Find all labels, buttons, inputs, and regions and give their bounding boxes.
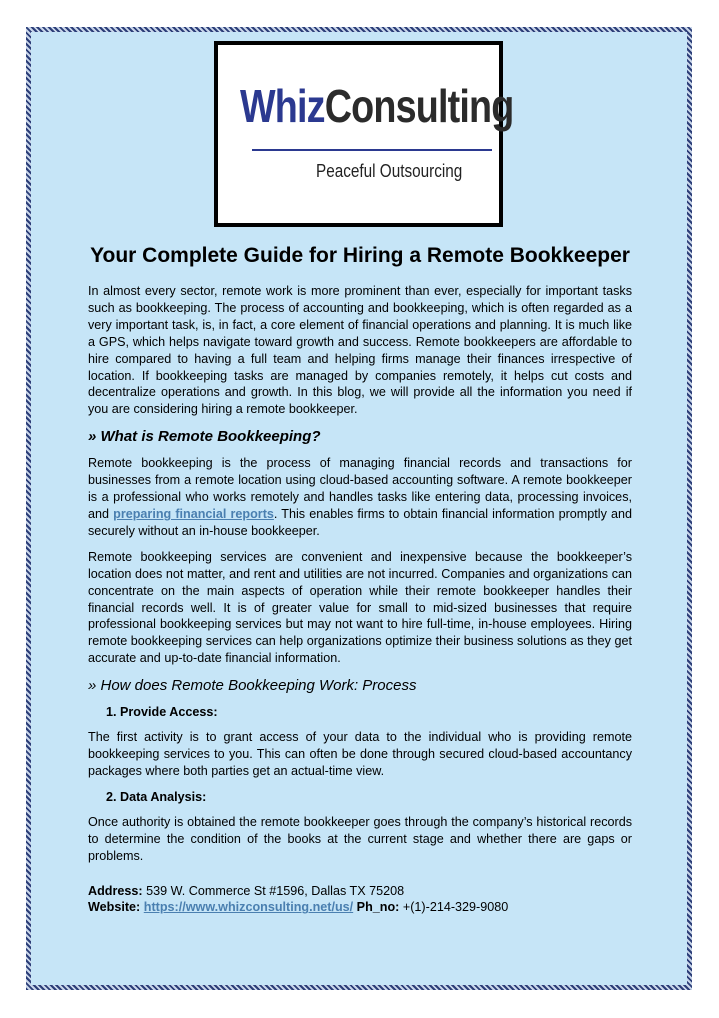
step-label-provide-access: 1. Provide Access: (106, 705, 218, 720)
page-title: Your Complete Guide for Hiring a Remote Bookkeeper (90, 244, 630, 267)
section1-paragraph-2: Remote bookkeeping services are convenient and inexpensive because the bookkeeper’s location does not matter, and rent and utilities are not incurred. Companies and organizations can concentrate on the main aspects of operation while their remote bookkeeper handles their financial records well. It is of greater value for small to mid-sized businesses that require professional bookkeeping services but may not want to hire full-time, in-house employees. Hiring remote bookkeeping services can help organizations optimize their business solutions as they get accurate and up-to-date financial information. (88, 549, 632, 666)
website-label: Website: (88, 900, 141, 915)
section-heading-what-is: » What is Remote Bookkeeping? (88, 428, 321, 446)
step-text-data-analysis: Once authority is obtained the remote bookkeeper goes through the company’s historical records to determine the condition of the books at the current stage and whether there are gaps or problems. (88, 814, 632, 863)
article (88, 240, 632, 916)
section-heading-process: » How does Remote Bookkeeping Work: Process (88, 677, 417, 695)
phone-label: Ph_no: (353, 900, 400, 915)
section1-p1-text-after: . This enables firms to obtain financial information promptly and securely without an in-house bookkeeper. (88, 506, 632, 538)
step-label-data-analysis: 2. Data Analysis: (106, 789, 207, 804)
section1-p1-text-before: Remote bookkeeping is the process of managing financial records and transactions for businesses from a remote location using cloud-based accounting software. A remote bookkeeper is a professional who works remotely and handles tasks like entering data, processing invoices, and (88, 456, 632, 521)
address-label: Address: (88, 883, 143, 898)
logo (214, 41, 514, 227)
address-value: 539 W. Commerce St #1596, Dallas TX 75208 (142, 883, 405, 898)
preparing-financial-reports-link[interactable]: preparing financial reports (113, 506, 274, 521)
website-link[interactable]: https://www.whizconsulting.net/us/ (143, 900, 354, 915)
logo-brand-consulting: Consulting (324, 80, 514, 132)
logo-wordmark (240, 80, 514, 132)
logo-panel (218, 45, 514, 223)
contact-footer (88, 883, 632, 917)
step-text-provide-access: The first activity is to grant access of your data to the individual who is providing remote bookkeeping services to you. This can often be done through secured cloud-based accountancy packages where both parties get an actual-time view. (88, 730, 632, 778)
logo-tagline: Peaceful Outsourcing (316, 161, 463, 181)
phone-value: +(1)-214-329-9080 (399, 900, 509, 915)
logo-brand-whiz: Whiz (240, 80, 325, 132)
logo-underline (252, 149, 492, 151)
address-line (88, 883, 632, 900)
intro-paragraph: In almost every sector, remote work is more prominent than ever, especially for important tasks such as bookkeeping. The process of accounting and bookkeeping, which is often regarded as a very important task, is, in fact, a core element of financial operations and planning. It is much like a GPS, which helps navigate toward growth and success. Remote bookkeepers are affordable to hire compared to having a full team and helping firms manage their finances irrespective of location. If bookkeeping tasks are managed by companies remotely, it helps cut costs and decentralize operations and growth. In this blog, we will provide all the information you need if you are considering hiring a remote bookkeeper. (88, 284, 632, 417)
section1-paragraph-1 (88, 455, 632, 540)
website-line (88, 899, 632, 916)
